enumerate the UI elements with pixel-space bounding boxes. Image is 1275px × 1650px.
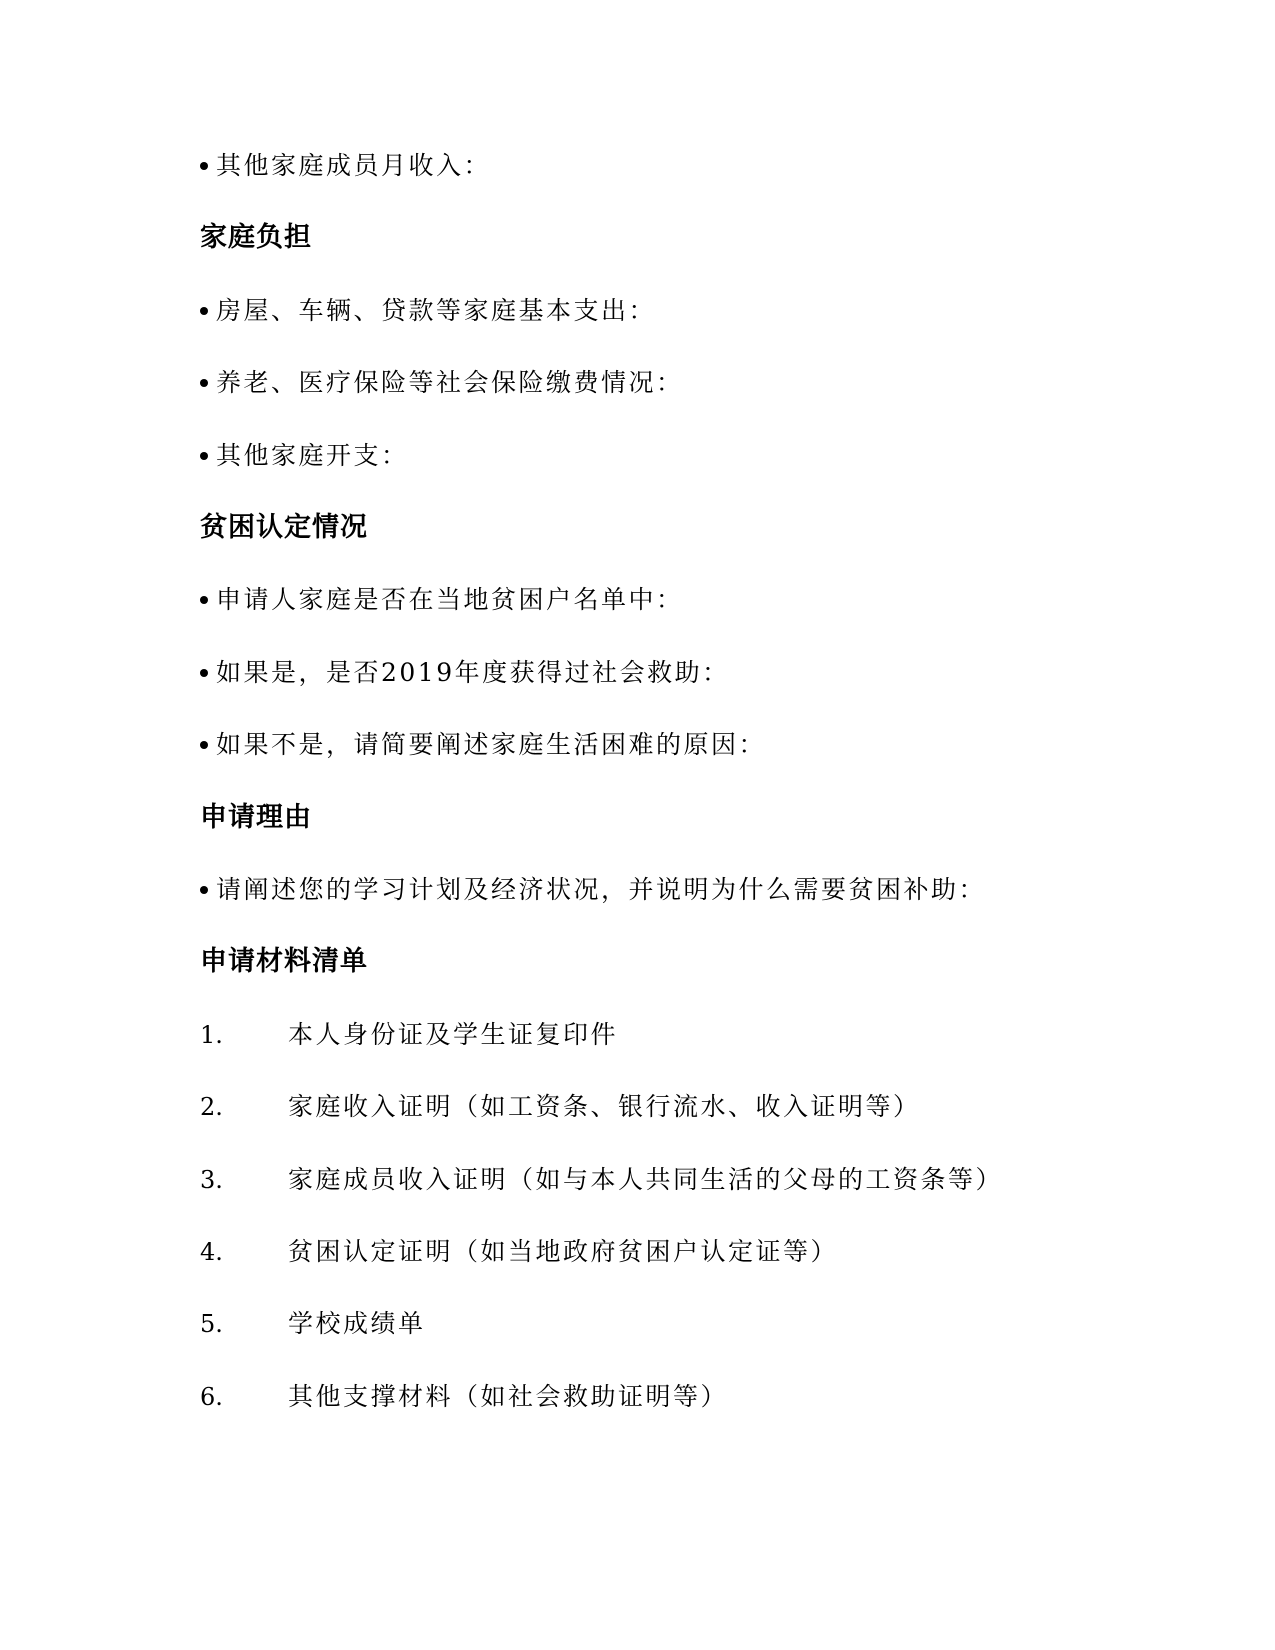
numbered-item xyxy=(200,1377,728,1417)
list-item xyxy=(200,725,766,765)
numbered-item xyxy=(200,1015,618,1055)
list-item-text: 如果是，是否2019年度获得过社会救助： xyxy=(216,658,730,687)
numbered-item xyxy=(200,1160,1003,1200)
list-item xyxy=(200,363,684,403)
section-heading-reason: 申请理由 xyxy=(200,802,312,833)
item-number: 5. xyxy=(200,1310,223,1338)
item-text: 学校成绩单 xyxy=(288,1309,426,1338)
list-item-text: 房屋、车辆、贷款等家庭基本支出： xyxy=(216,296,657,325)
item-text: 贫困认定证明（如当地政府贫困户认定证等） xyxy=(288,1237,839,1266)
section-heading-poverty: 贫困认定情况 xyxy=(200,512,368,543)
numbered-item xyxy=(200,1087,921,1127)
list-item-text: 请阐述您的学习计划及经济状况，并说明为什么需要贫困补助： xyxy=(216,875,987,904)
bullet-icon xyxy=(200,452,208,460)
list-item xyxy=(200,580,684,620)
bullet-icon xyxy=(200,669,208,677)
list-item-text: 如果不是，请简要阐述家庭生活困难的原因： xyxy=(216,730,767,759)
numbered-item xyxy=(200,1232,838,1272)
bullet-icon xyxy=(200,886,208,894)
list-item xyxy=(200,653,730,693)
bullet-icon xyxy=(200,379,208,387)
item-number: 1. xyxy=(200,1021,223,1049)
item-text: 家庭成员收入证明（如与本人共同生活的父母的工资条等） xyxy=(288,1165,1004,1194)
list-item-text: 其他家庭开支： xyxy=(216,441,409,470)
item-number: 2. xyxy=(200,1093,223,1121)
item-number: 3. xyxy=(200,1166,223,1194)
numbered-item xyxy=(200,1304,426,1344)
item-text: 家庭收入证明（如工资条、银行流水、收入证明等） xyxy=(288,1092,921,1121)
list-item xyxy=(200,870,986,910)
section-heading-materials: 申请材料清单 xyxy=(200,946,368,977)
list-item-text: 养老、医疗保险等社会保险缴费情况： xyxy=(216,368,684,397)
list-item-text: 其他家庭成员月收入： xyxy=(216,151,492,180)
section-heading-burden: 家庭负担 xyxy=(200,222,312,253)
list-item xyxy=(200,291,656,331)
list-item xyxy=(200,146,491,186)
item-number: 4. xyxy=(200,1238,223,1266)
list-item-text: 申请人家庭是否在当地贫困户名单中： xyxy=(216,585,684,614)
item-text: 本人身份证及学生证复印件 xyxy=(288,1020,619,1049)
list-item xyxy=(200,436,409,476)
bullet-icon xyxy=(200,596,208,604)
bullet-icon xyxy=(200,741,208,749)
bullet-icon xyxy=(200,307,208,315)
bullet-icon xyxy=(200,162,208,170)
item-number: 6. xyxy=(200,1383,223,1411)
item-text: 其他支撑材料（如社会救助证明等） xyxy=(288,1382,729,1411)
